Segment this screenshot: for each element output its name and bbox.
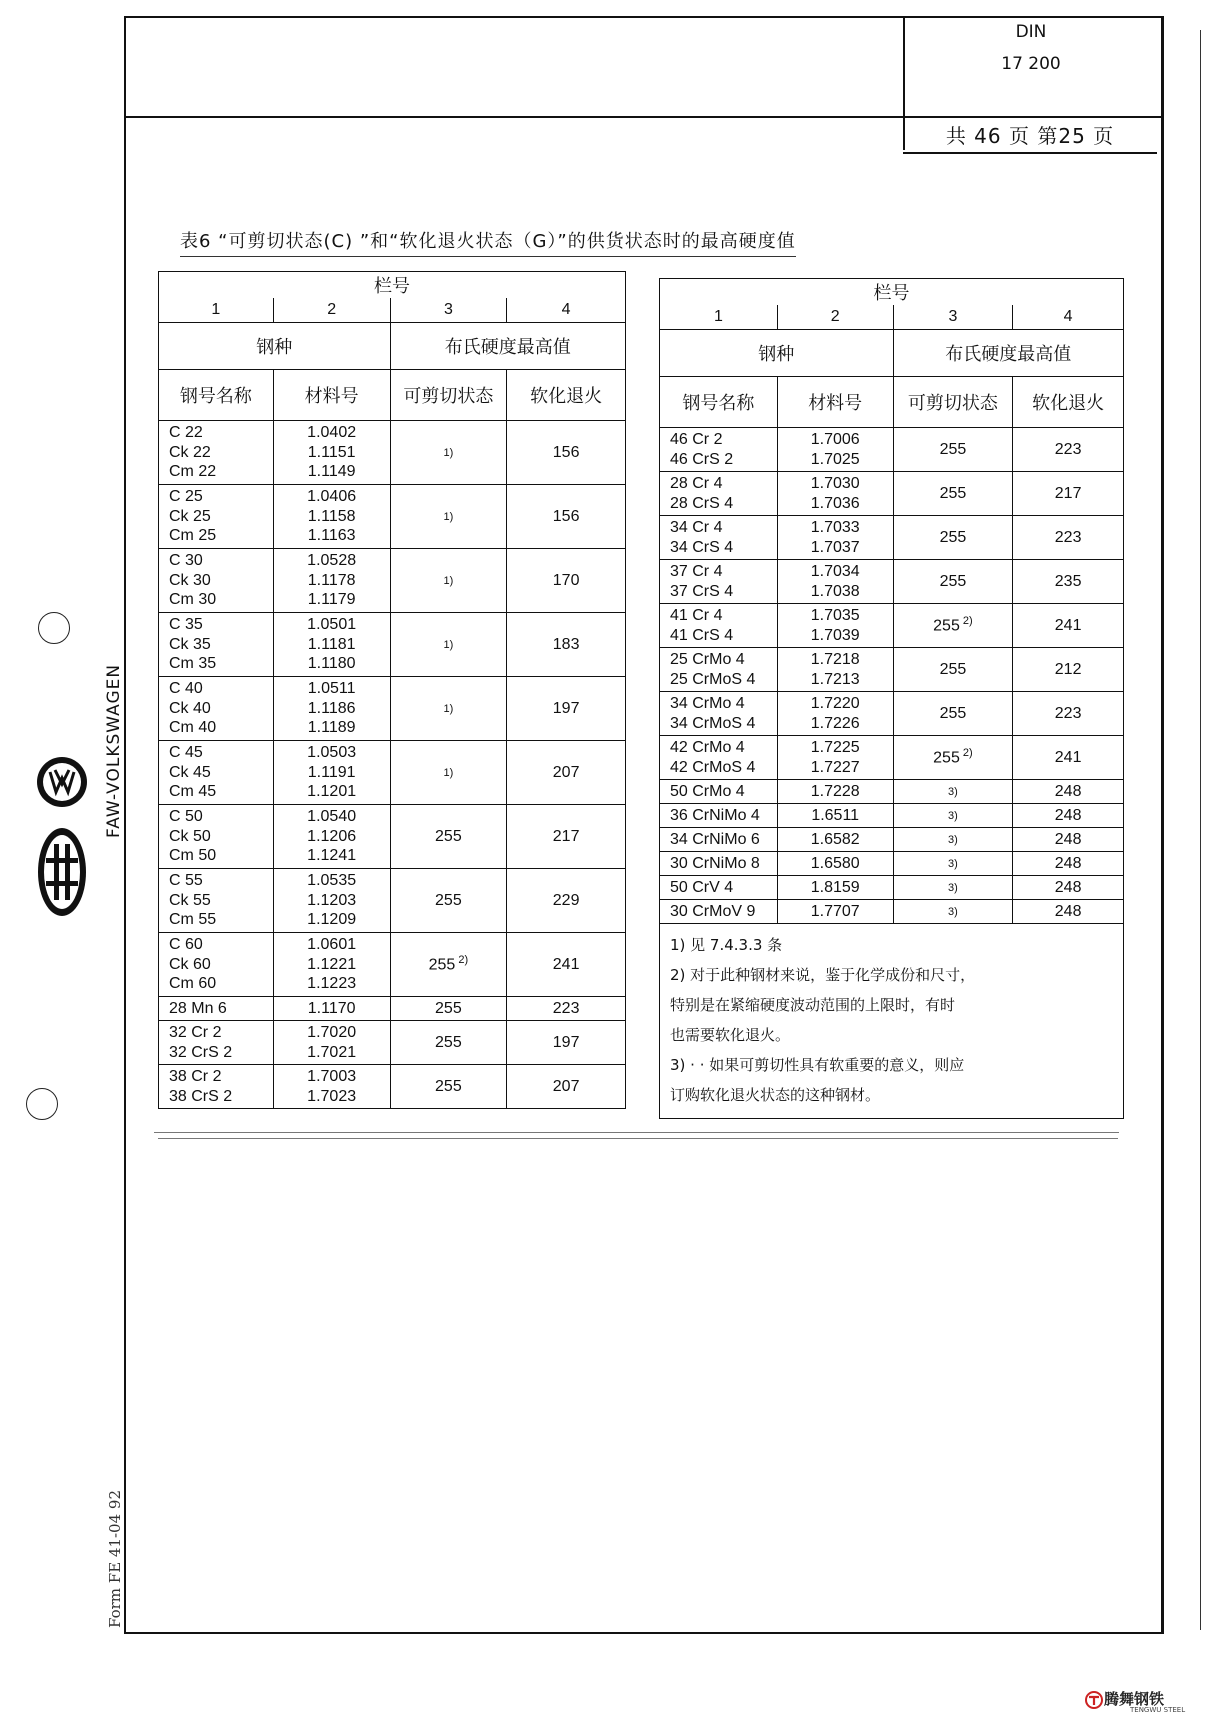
material-no-cell: 1.0503 1.1191 1.1201 [273, 741, 390, 805]
cuttable-hardness-cell: 255 $^{2)}$ [390, 933, 507, 997]
table-row [159, 741, 626, 805]
cuttable-hardness-cell: 3) [893, 780, 1013, 804]
annealed-hardness-cell: 223 [1013, 516, 1124, 560]
material-no-header: 材料号 [777, 377, 893, 428]
grade-name-cell: 37 Cr 4 37 CrS 4 [660, 560, 778, 604]
cuttable-hardness-cell: 255 [893, 648, 1013, 692]
table-row [660, 472, 1124, 516]
grade-name-cell: 46 Cr 2 46 CrS 2 [660, 428, 778, 472]
annealed-hardness-cell: 217 [507, 805, 626, 869]
grade-name-cell: 30 CrMoV 9 [660, 900, 778, 924]
material-no-cell: 1.0535 1.1203 1.1209 [273, 869, 390, 933]
grade-name-cell: 50 CrV 4 [660, 876, 778, 900]
cuttable-header: 可剪切状态 [893, 377, 1013, 428]
grade-name-cell: C 40 Ck 40 Cm 40 [159, 677, 274, 741]
material-no-cell: 1.6580 [777, 852, 893, 876]
watermark-subtitle: TENGWU STEEL [1130, 1706, 1186, 1714]
annealed-header: 软化退火 [1013, 377, 1124, 428]
table-row [159, 677, 626, 741]
col-num-4: 4 [1013, 305, 1124, 330]
cuttable-hardness-cell: 255 [390, 1021, 507, 1065]
col-num-1: 1 [660, 305, 778, 330]
cuttable-hardness-cell: 3) [893, 876, 1013, 900]
table-title: 表6 “可剪切状态(C) ”和“软化退火状态（G）”的供货状态时的最高硬度值 [180, 227, 796, 257]
material-no-cell: 1.7033 1.7037 [777, 516, 893, 560]
cuttable-header: 可剪切状态 [390, 370, 507, 421]
material-no-cell: 1.7003 1.7023 [273, 1065, 390, 1109]
footnote-ref: 2) [455, 954, 469, 967]
material-no-cell: 1.0601 1.1221 1.1223 [273, 933, 390, 997]
table-row [159, 421, 626, 485]
material-no-cell: 1.0511 1.1186 1.1189 [273, 677, 390, 741]
annealed-hardness-cell: 156 [507, 421, 626, 485]
grade-name-cell: 34 Cr 4 34 CrS 4 [660, 516, 778, 560]
table-row [660, 804, 1124, 828]
footnote-ref: 2) [959, 615, 973, 628]
grade-name-cell: 34 CrNiMo 6 [660, 828, 778, 852]
brand-text: FAW-VOLKSWAGEN [104, 663, 124, 838]
annealed-hardness-cell: 241 [507, 933, 626, 997]
cuttable-hardness-cell: 255 $^{2)}$ [893, 736, 1013, 780]
din-number: 17 200 [1001, 54, 1061, 74]
material-no-cell: 1.8159 [777, 876, 893, 900]
table-row [660, 692, 1124, 736]
vw-logo-icon [34, 754, 90, 924]
annealed-hardness-cell: 248 [1013, 828, 1124, 852]
material-no-cell: 1.7030 1.7036 [777, 472, 893, 516]
grade-name-header: 钢号名称 [660, 377, 778, 428]
grade-name-cell: 25 CrMo 4 25 CrMoS 4 [660, 648, 778, 692]
table-row [660, 604, 1124, 648]
col-num-2: 2 [777, 305, 893, 330]
cuttable-hardness-cell: 3) [893, 852, 1013, 876]
material-no-cell: 1.0540 1.1206 1.1241 [273, 805, 390, 869]
cuttable-hardness-cell: 255 [893, 516, 1013, 560]
cuttable-hardness-cell: 255 [390, 869, 507, 933]
cuttable-hardness-cell: 255 [893, 560, 1013, 604]
footnote-line: 1) 见 7.4.3.3 条 [670, 936, 783, 954]
footnote-line: 订购软化退火状态的这种钢材。 [670, 1086, 881, 1104]
annealed-hardness-cell: 248 [1013, 900, 1124, 924]
hardness-table-right [659, 278, 1124, 1119]
max-hardness-header: 布氏硬度最高值 [893, 330, 1123, 377]
annealed-hardness-cell: 197 [507, 677, 626, 741]
table-row [660, 428, 1124, 472]
table-row [159, 549, 626, 613]
annealed-header: 软化退火 [507, 370, 626, 421]
material-no-cell: 1.7218 1.7213 [777, 648, 893, 692]
annealed-hardness-cell: 229 [507, 869, 626, 933]
grade-name-cell: C 55 Ck 55 Cm 55 [159, 869, 274, 933]
cuttable-hardness-cell: 1) [390, 613, 507, 677]
material-no-cell: 1.0402 1.1151 1.1149 [273, 421, 390, 485]
annealed-hardness-cell: 212 [1013, 648, 1124, 692]
table-row [159, 933, 626, 997]
faw-vw-logo [34, 754, 90, 924]
table-row [660, 516, 1124, 560]
annealed-hardness-cell: 223 [1013, 692, 1124, 736]
table-bottom-rule [158, 1138, 1118, 1139]
col-num-2: 2 [273, 298, 390, 323]
material-no-cell: 1.6582 [777, 828, 893, 852]
grade-name-cell: 38 Cr 2 38 CrS 2 [159, 1065, 274, 1109]
material-no-cell: 1.0528 1.1178 1.1179 [273, 549, 390, 613]
material-no-cell: 1.1170 [273, 997, 390, 1021]
material-no-cell: 1.0406 1.1158 1.1163 [273, 485, 390, 549]
annealed-hardness-cell: 223 [1013, 428, 1124, 472]
annealed-hardness-cell: 235 [1013, 560, 1124, 604]
grade-name-cell: C 60 Ck 60 Cm 60 [159, 933, 274, 997]
annealed-hardness-cell: 207 [507, 1065, 626, 1109]
table-bottom-rule [154, 1132, 1119, 1133]
grade-name-cell: 28 Cr 4 28 CrS 4 [660, 472, 778, 516]
hardness-table-left [158, 271, 626, 1109]
material-no-cell: 1.7035 1.7039 [777, 604, 893, 648]
grade-name-header: 钢号名称 [159, 370, 274, 421]
table-row [660, 780, 1124, 804]
annealed-hardness-cell: 241 [1013, 604, 1124, 648]
table-row [159, 613, 626, 677]
annealed-hardness-cell: 197 [507, 1021, 626, 1065]
footnote-line: 2) 对于此种钢材来说，鉴于化学成份和尺寸， [670, 966, 976, 984]
footnote-ref: 2) [959, 747, 973, 760]
table-row [159, 485, 626, 549]
grade-name-cell: 28 Mn 6 [159, 997, 274, 1021]
table-row [159, 1021, 626, 1065]
table-row [660, 828, 1124, 852]
table-row [660, 736, 1124, 780]
cuttable-hardness-cell: 1) [390, 549, 507, 613]
cuttable-hardness-cell: 1) [390, 421, 507, 485]
col-num-1: 1 [159, 298, 274, 323]
table-row [159, 805, 626, 869]
table-row [159, 1065, 626, 1109]
footnote-line: 也需要软化退火。 [670, 1026, 791, 1044]
material-no-cell: 1.7228 [777, 780, 893, 804]
annealed-hardness-cell: 248 [1013, 780, 1124, 804]
table-row [660, 560, 1124, 604]
cuttable-hardness-cell: 255 $^{2)}$ [893, 604, 1013, 648]
table-row [660, 852, 1124, 876]
material-no-cell: 1.6511 [777, 804, 893, 828]
page-count: 共 46 页 第25 页 [945, 124, 1115, 148]
cuttable-hardness-cell: 1) [390, 677, 507, 741]
material-no-header: 材料号 [273, 370, 390, 421]
grade-name-cell: 30 CrNiMo 8 [660, 852, 778, 876]
grade-name-cell: 42 CrMo 4 42 CrMoS 4 [660, 736, 778, 780]
table-row [660, 900, 1124, 924]
cuttable-hardness-cell: 3) [893, 804, 1013, 828]
table-row [660, 648, 1124, 692]
punch-hole [26, 1088, 58, 1120]
footnotes [660, 924, 1124, 1119]
material-no-cell: 1.7225 1.7227 [777, 736, 893, 780]
annealed-hardness-cell: 248 [1013, 852, 1124, 876]
watermark-name: 腾舞钢铁 [1104, 1690, 1165, 1708]
watermark-logo-icon [1084, 1690, 1104, 1710]
grade-name-cell: 36 CrNiMo 4 [660, 804, 778, 828]
steel-type-header: 钢种 [660, 330, 894, 377]
cuttable-hardness-cell: 255 [390, 1065, 507, 1109]
column-number-label: 栏号 [660, 279, 1124, 306]
material-no-cell: 1.7020 1.7021 [273, 1021, 390, 1065]
grade-name-cell: C 35 Ck 35 Cm 35 [159, 613, 274, 677]
grade-name-cell: C 45 Ck 45 Cm 45 [159, 741, 274, 805]
annealed-hardness-cell: 223 [507, 997, 626, 1021]
grade-name-cell: 41 Cr 4 41 CrS 4 [660, 604, 778, 648]
material-no-cell: 1.7707 [777, 900, 893, 924]
annealed-hardness-cell: 217 [1013, 472, 1124, 516]
annealed-hardness-cell: 156 [507, 485, 626, 549]
table-row [159, 869, 626, 933]
form-number: Form FE 41-04 92 [106, 1489, 124, 1628]
material-no-cell: 1.7220 1.7226 [777, 692, 893, 736]
material-no-cell: 1.7006 1.7025 [777, 428, 893, 472]
grade-name-cell: 32 Cr 2 32 CrS 2 [159, 1021, 274, 1065]
col-num-3: 3 [893, 305, 1013, 330]
cuttable-hardness-cell: 3) [893, 900, 1013, 924]
din-label: DIN [1015, 22, 1047, 42]
grade-name-cell: C 50 Ck 50 Cm 50 [159, 805, 274, 869]
col-num-3: 3 [390, 298, 507, 323]
annealed-hardness-cell: 207 [507, 741, 626, 805]
cuttable-hardness-cell: 255 [390, 997, 507, 1021]
cuttable-hardness-cell: 255 [893, 692, 1013, 736]
grade-name-cell: 34 CrMo 4 34 CrMoS 4 [660, 692, 778, 736]
max-hardness-header: 布氏硬度最高值 [390, 323, 625, 370]
footnote-line: 特别是在紧缩硬度波动范围的上限时，有时 [670, 996, 956, 1014]
scan-edge [1200, 30, 1213, 1630]
footnote-line: 3) · · 如果可剪切性具有软重要的意义，则应 [670, 1056, 965, 1074]
grade-name-cell: C 30 Ck 30 Cm 30 [159, 549, 274, 613]
column-number-label: 栏号 [159, 272, 626, 299]
punch-hole [38, 612, 70, 644]
annealed-hardness-cell: 183 [507, 613, 626, 677]
grade-name-cell: C 22 Ck 22 Cm 22 [159, 421, 274, 485]
grade-name-cell: 50 CrMo 4 [660, 780, 778, 804]
grade-name-cell: C 25 Ck 25 Cm 25 [159, 485, 274, 549]
cuttable-hardness-cell: 255 [893, 428, 1013, 472]
cuttable-hardness-cell: 1) [390, 485, 507, 549]
material-no-cell: 1.7034 1.7038 [777, 560, 893, 604]
material-no-cell: 1.0501 1.1181 1.1180 [273, 613, 390, 677]
steel-type-header: 钢种 [159, 323, 391, 370]
col-num-4: 4 [507, 298, 626, 323]
cuttable-hardness-cell: 255 [893, 472, 1013, 516]
annealed-hardness-cell: 241 [1013, 736, 1124, 780]
table-row [660, 876, 1124, 900]
annealed-hardness-cell: 248 [1013, 804, 1124, 828]
cuttable-hardness-cell: 3) [893, 828, 1013, 852]
cuttable-hardness-cell: 255 [390, 805, 507, 869]
cuttable-hardness-cell: 1) [390, 741, 507, 805]
annealed-hardness-cell: 248 [1013, 876, 1124, 900]
table-row [159, 997, 626, 1021]
annealed-hardness-cell: 170 [507, 549, 626, 613]
